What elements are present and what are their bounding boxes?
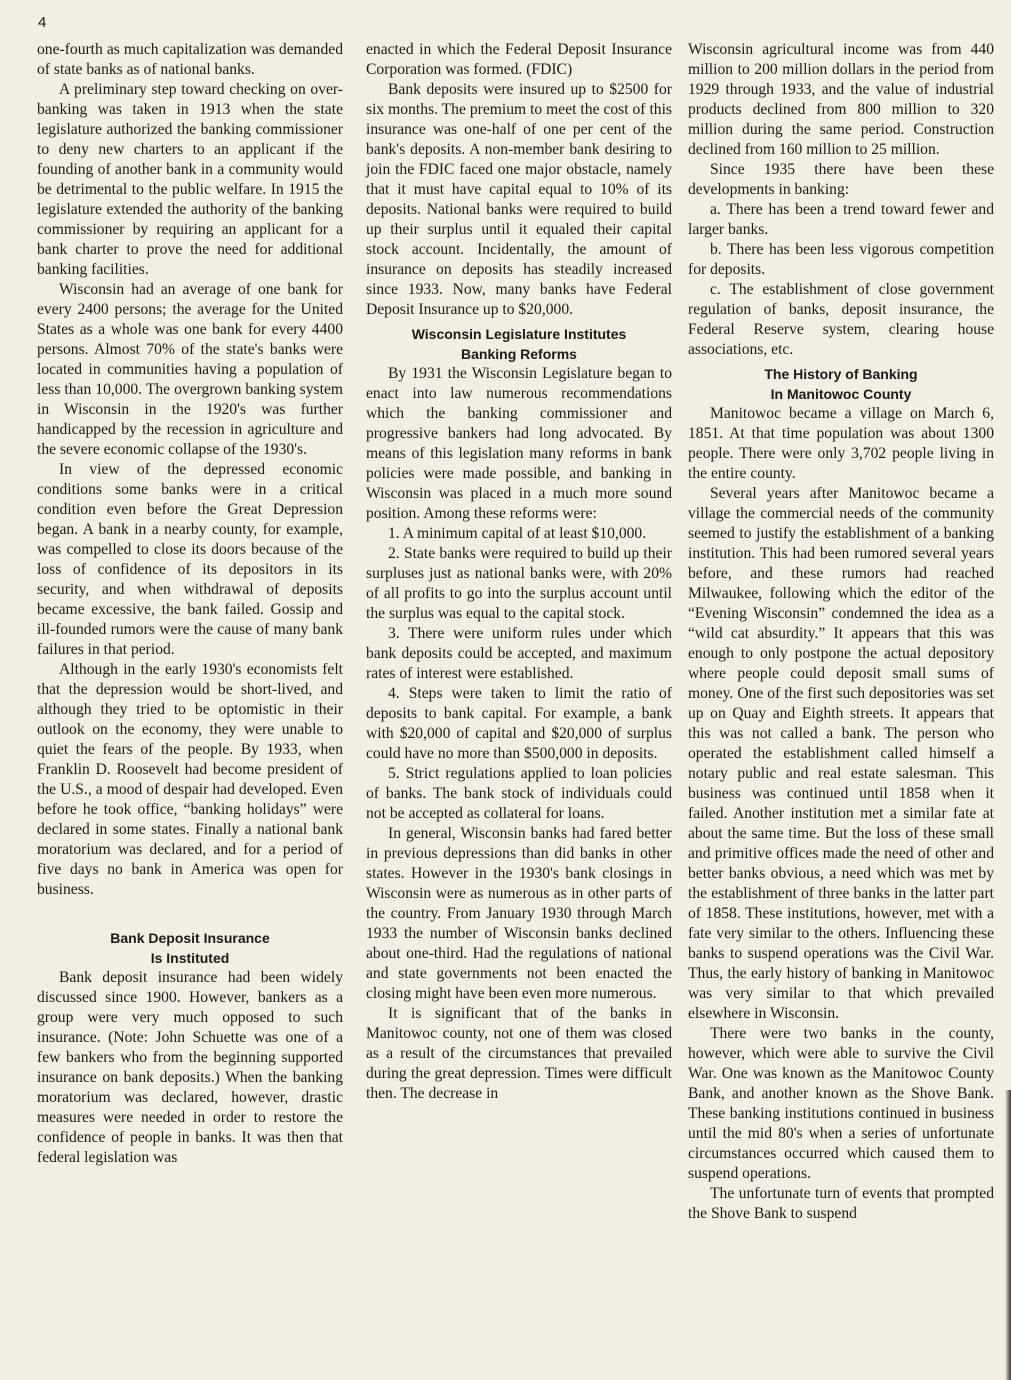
paragraph: enacted in which the Federal Deposit Insurance Corporation was formed. (FDIC) xyxy=(366,41,672,78)
development-list-item: b. There has been less vigorous competition for deposits. xyxy=(688,241,994,278)
paragraph: In general, Wisconsin banks had fared better in previous depressions than did banks in other states. However in the 1930's bank closings in Wisconsin were as numerous as in other parts of the country. From January 1930 through March 1933 the number of Wisconsin banks declined about one-third. Had the regulations of national and state governments not been enacted the closing might have been even more numerous. xyxy=(366,825,672,1002)
page-number: 4 xyxy=(38,14,47,31)
reform-list-item: 5. Strict regulations applied to loan policies of banks. The bank stock of individuals could not be accepted as collateral for loans. xyxy=(366,765,672,822)
page-edge-shadow xyxy=(1005,1090,1011,1380)
reform-list-item: 1. A minimum capital of at least $10,000. xyxy=(388,525,647,542)
heading-line: Banking Reforms xyxy=(461,346,577,362)
paragraph: Several years after Manitowoc became a village the commercial needs of the community seemed to justify the establishment of a banking institution. This had been rumored several years before, and these rumors had reached Milwaukee, following which the editor of the “Evening Wisconsin” condemned the idea as a “wild cat absurdity.” It appears that this was enough to only postpone the actual depository where people could deposit small sums of money. One of the first such depositories was set up on Quay and Eighth streets. It appears that this was not called a bank. The person who operated the establishment called himself a notary public and real estate salesman. This business was continued until 1858 when it failed. Another institution met a similar fate at about the same time. But the loss of these small and primitive offices made the need of other and better banks obvious, a need which was met by the establishment of three banks in the latter part of 1858. These institutions, however, met with a fate very similar to the others. Influencing these banks to suspend operations was the Civil War. Thus, the early history of banking in Manitowoc was very similar to that which prevailed elsewhere in Wisconsin. xyxy=(688,485,994,1022)
paragraph: In view of the depressed economic conditions some banks were in a critical condition even before the Great Depression began. A bank in a nearby county, for example, was compelled to close its doors because of the loss of confidence of its depositors in its security, and when withdrawal of deposits became excessive, the bank failed. Gossip and ill-founded rumors were the cause of many bank failures in that period. xyxy=(37,461,343,658)
development-list-item: c. The establishment of close government regulation of banks, deposit insurance, the Federal Reserve system, clearing house associations, etc. xyxy=(688,281,994,358)
paragraph: The unfortunate turn of events that prompted the Shove Bank to suspend xyxy=(688,1185,994,1222)
paragraph: It is significant that of the banks in Manitowoc county, not one of them was closed as a result of the circumstances that prevailed during the great depression. Times were difficult then. The decrease in xyxy=(366,1005,672,1102)
paragraph: one-fourth as much capitalization was demanded of state banks as of national banks. xyxy=(37,41,343,78)
paragraph: A preliminary step toward checking on over-banking was taken in 1913 when the state legislature authorized the banking commissioner to deny new charters to an applicant if the founding of another bank in a community would be detrimental to the public welfare. In 1915 the legislature extended the authority of the banking commissioner by requiring an applicant for a bank charter to prove the need for additional banking facilities. xyxy=(37,81,343,278)
reform-list-item: 3. There were uniform rules under which bank deposits could be accepted, and maximum rates of interest were established. xyxy=(366,625,672,682)
reform-list-item: 2. State banks were required to build up their surpluses just as national banks were, with 20% of all profits to go into the surplus account until the surplus was equal to the capital stock. xyxy=(366,545,672,622)
paragraph: Although in the early 1930's economists felt that the depression would be short-lived, and although they tried to be optomistic in their outlook on the economy, they were unable to quiet the fears of the people. By 1933, when Franklin D. Roosevelt had become president of the U.S., a mood of despair had developed. Even before he took office, “banking holidays” were declared in some states. Finally a national bank moratorium was declared, and for a period of five days no bank in America was open for business. xyxy=(37,661,343,898)
paragraph: By 1931 the Wisconsin Legislature began to enact into law numerous recommendations which the banking commissioner and progressive bankers had long advocated. By means of this legislation many reforms in bank policies were made possible, and banking in Wisconsin was placed in a much more sound position. Among these reforms were: xyxy=(366,365,672,522)
paragraph: Wisconsin had an average of one bank for every 2400 persons; the average for the United States as a whole was one bank for every 4400 persons. Almost 70% of the state's banks were located in communities having a population of less than 10,000. The overgrown banking system in Wisconsin in the 1920's was further handicapped by the recession in agriculture and the severe economic collapse of the 1930's. xyxy=(37,281,343,458)
section-heading-legislature-reforms xyxy=(366,324,672,364)
column-middle xyxy=(366,40,672,1104)
development-list-item: a. There has been a trend toward fewer and larger banks. xyxy=(688,201,994,238)
heading-line: Wisconsin Legislature Institutes xyxy=(411,326,627,342)
section-heading-manitowoc-history xyxy=(688,364,994,404)
heading-line: Is Instituted xyxy=(150,950,230,966)
section-heading-deposit-insurance xyxy=(37,928,343,968)
paragraph: There were two banks in the county, however, which were able to survive the Civil War. One was known as the Manitowoc County Bank, and another known as the Shove Bank. These banking institutions continued in business until the mid 80's when a series of unfortunate circumstances occurred which caused them to suspend operations. xyxy=(688,1025,994,1182)
paragraph: Since 1935 there have been these developments in banking: xyxy=(688,161,994,198)
column-right xyxy=(688,40,994,1224)
paragraph: Wisconsin agricultural income was from 440 million to 200 million dollars in the period from 1929 through 1933, and the value of industrial products declined from 800 million to 320 million during the same period. Construction declined from 160 million to 25 million. xyxy=(688,41,994,158)
heading-line: Bank Deposit Insurance xyxy=(110,930,270,946)
heading-line: In Manitowoc County xyxy=(770,386,912,402)
column-left xyxy=(37,40,343,1168)
reform-list-item: 4. Steps were taken to limit the ratio of deposits to bank capital. For example, a bank with $20,000 of capital and $20,000 of surplus could have no more than $500,000 in deposits. xyxy=(366,685,672,762)
heading-line: The History of Banking xyxy=(764,366,918,382)
paragraph: Manitowoc became a village on March 6, 1851. At that time population was about 1300 people. There were only 3,702 people living in the entire county. xyxy=(688,405,994,482)
paragraph: Bank deposits were insured up to $2500 for six months. The premium to meet the cost of this insurance was one-half of one per cent of the bank's deposits. A non-member bank desiring to join the FDIC faced one major obstacle, namely that it must have capital equal to 10% of its deposits. National banks were required to build up their surplus until it equaled their capital stock account. Incidentally, the amount of insurance on deposits has steadily increased since 1933. Now, many banks have Federal Deposit Insurance up to $20,000. xyxy=(366,81,672,318)
paragraph: Bank deposit insurance had been widely discussed since 1900. However, bankers as a group were very much opposed to such insurance. (Note: John Schuette was one of a few bankers who from the beginning supported insurance on bank deposits.) When the banking moratorium was declared, however, drastic measures were needed in order to restore the confidence of people in banks. It was then that federal legislation was xyxy=(37,969,343,1166)
